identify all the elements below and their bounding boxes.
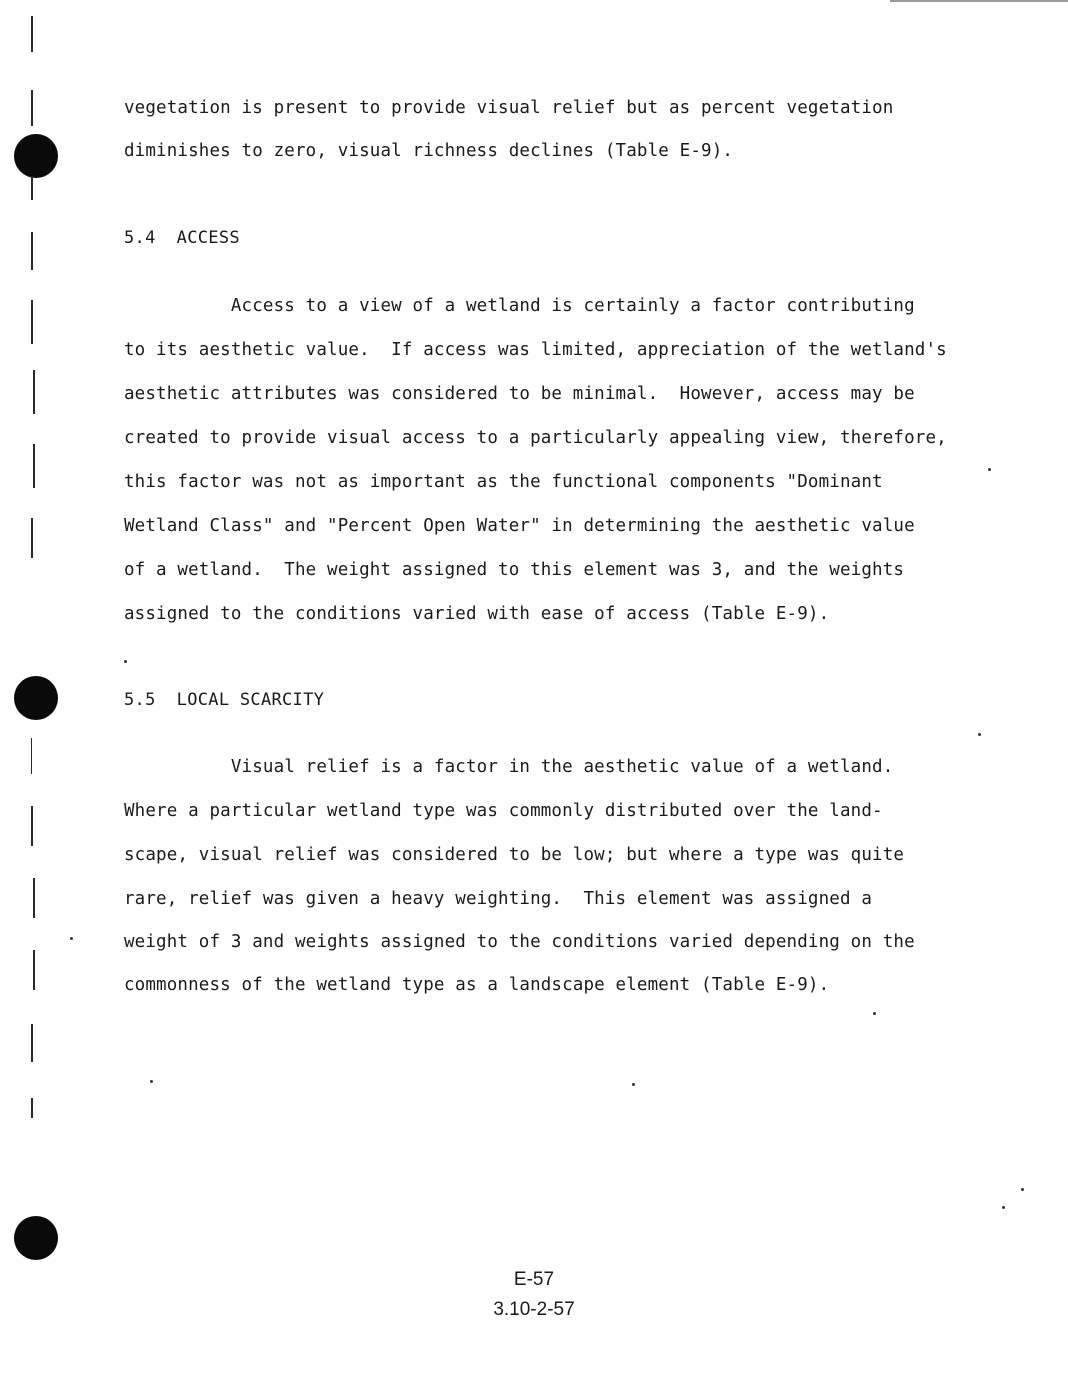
body-text-line: rare, relief was given a heavy weighting. This element was assigned a [124, 889, 873, 909]
section-heading-local-scarcity: 5.5 LOCAL SCARCITY [124, 690, 325, 710]
margin-mark [31, 1098, 33, 1118]
body-text-line: scape, visual relief was considered to be low; but where a type was quite [124, 845, 905, 865]
scan-speck [988, 468, 991, 471]
binding-hole [14, 676, 58, 720]
binding-hole [14, 134, 58, 178]
margin-mark [31, 806, 33, 846]
margin-mark [31, 300, 33, 344]
scan-edge-rule [890, 0, 1068, 2]
margin-mark [31, 16, 33, 52]
scan-speck [124, 660, 127, 663]
scan-speck [978, 733, 981, 736]
margin-mark [31, 518, 33, 558]
binding-hole [14, 1216, 58, 1260]
margin-mark [31, 232, 33, 270]
scan-speck [1021, 1188, 1024, 1191]
scan-speck [1002, 1206, 1005, 1209]
body-text-line: aesthetic attributes was considered to be minimal. However, access may be [124, 384, 915, 404]
scan-speck [632, 1083, 635, 1086]
margin-mark [33, 370, 35, 414]
body-text-line: created to provide visual access to a particularly appealing view, therefore, [124, 428, 947, 448]
body-text-line: assigned to the conditions varied with ease of access (Table E-9). [124, 604, 830, 624]
document-code: 3.10-2-57 [493, 1299, 575, 1320]
body-text-line: Wetland Class" and "Percent Open Water" in determining the aesthetic value [124, 516, 915, 536]
scan-speck [873, 1012, 876, 1015]
margin-mark [33, 950, 35, 990]
margin-mark [31, 176, 33, 200]
body-text-line: commonness of the wetland type as a landscape element (Table E-9). [124, 975, 830, 995]
margin-mark [33, 444, 35, 488]
margin-mark [31, 738, 32, 774]
margin-mark [33, 878, 35, 918]
body-text-line: vegetation is present to provide visual relief but as percent vegetation [124, 98, 894, 118]
body-text-line: Visual relief is a factor in the aesthetic value of a wetland. [124, 757, 894, 777]
scan-speck [150, 1080, 153, 1083]
section-heading-access: 5.4 ACCESS [124, 228, 240, 248]
body-text-line: diminishes to zero, visual richness declines (Table E-9). [124, 141, 734, 161]
body-text-line: weight of 3 and weights assigned to the conditions varied depending on the [124, 932, 915, 952]
body-text-line: Where a particular wetland type was commonly distributed over the land- [124, 801, 883, 821]
margin-mark [31, 90, 33, 126]
body-text-line: of a wetland. The weight assigned to this element was 3, and the weights [124, 560, 905, 580]
body-text-line: to its aesthetic value. If access was limited, appreciation of the wetland's [124, 340, 947, 360]
scan-speck [70, 937, 73, 940]
body-text-line: this factor was not as important as the functional components "Dominant [124, 472, 883, 492]
body-text-line: Access to a view of a wetland is certainly a factor contributing [124, 296, 915, 316]
margin-mark [31, 1024, 33, 1062]
page-number: E-57 [513, 1269, 555, 1290]
